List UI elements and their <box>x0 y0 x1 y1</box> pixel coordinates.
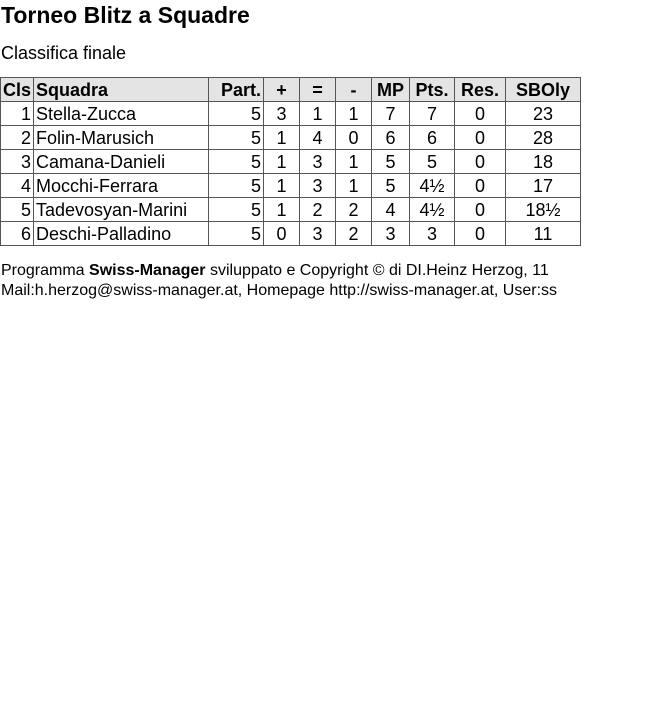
cell-sb: 17 <box>506 174 581 198</box>
cell-team: Tadevosyan-Marini <box>34 198 209 222</box>
header-draws: = <box>300 78 336 102</box>
footer-line-1 <box>1 261 652 281</box>
program-name: Swiss-Manager <box>89 262 206 279</box>
cell-losses: 1 <box>336 174 372 198</box>
table-row <box>1 174 581 198</box>
footer-prefix: Programma <box>1 262 90 279</box>
cell-res: 0 <box>455 174 506 198</box>
cell-team: Camana-Danieli <box>34 150 209 174</box>
cell-pts: 4½ <box>410 198 455 222</box>
cell-cls: 3 <box>1 150 34 174</box>
table-row <box>1 102 581 126</box>
footer <box>1 261 652 301</box>
cell-draws: 3 <box>300 150 336 174</box>
header-team: Squadra <box>34 78 209 102</box>
table-row <box>1 126 581 150</box>
page-title: Torneo Blitz a Squadre <box>1 2 250 28</box>
cell-draws: 1 <box>300 102 336 126</box>
cell-part: 5 <box>209 102 264 126</box>
cell-cls: 1 <box>1 102 34 126</box>
cell-wins: 1 <box>264 150 300 174</box>
header-cls: Cls <box>1 78 34 102</box>
cell-part: 5 <box>209 222 264 246</box>
cell-draws: 2 <box>300 198 336 222</box>
cell-wins: 0 <box>264 222 300 246</box>
header-res: Res. <box>455 78 506 102</box>
cell-res: 0 <box>455 222 506 246</box>
cell-draws: 3 <box>300 222 336 246</box>
cell-pts: 5 <box>410 150 455 174</box>
cell-cls: 6 <box>1 222 34 246</box>
cell-part: 5 <box>209 150 264 174</box>
cell-team: Deschi-Palladino <box>34 222 209 246</box>
cell-mp: 4 <box>372 198 410 222</box>
table-header-row <box>1 78 581 102</box>
cell-sb: 18 <box>506 150 581 174</box>
cell-mp: 3 <box>372 222 410 246</box>
cell-cls: 4 <box>1 174 34 198</box>
header-wins: + <box>264 78 300 102</box>
header-pts: Pts. <box>410 78 455 102</box>
standings-table <box>0 77 581 246</box>
cell-wins: 1 <box>264 126 300 150</box>
header-part: Part. <box>209 78 264 102</box>
cell-res: 0 <box>455 198 506 222</box>
cell-pts: 6 <box>410 126 455 150</box>
cell-part: 5 <box>209 174 264 198</box>
cell-sb: 23 <box>506 102 581 126</box>
cell-res: 0 <box>455 126 506 150</box>
table-row <box>1 150 581 174</box>
cell-mp: 5 <box>372 150 410 174</box>
cell-part: 5 <box>209 126 264 150</box>
cell-part: 5 <box>209 198 264 222</box>
cell-pts: 3 <box>410 222 455 246</box>
cell-cls: 2 <box>1 126 34 150</box>
cell-draws: 4 <box>300 126 336 150</box>
cell-losses: 1 <box>336 102 372 126</box>
header-sb: SBOly <box>506 78 581 102</box>
cell-wins: 3 <box>264 102 300 126</box>
cell-pts: 7 <box>410 102 455 126</box>
cell-wins: 1 <box>264 174 300 198</box>
cell-pts: 4½ <box>410 174 455 198</box>
cell-sb: 11 <box>506 222 581 246</box>
cell-losses: 2 <box>336 222 372 246</box>
cell-losses: 0 <box>336 126 372 150</box>
cell-sb: 18½ <box>506 198 581 222</box>
header-losses: - <box>336 78 372 102</box>
cell-team: Stella-Zucca <box>34 102 209 126</box>
cell-sb: 28 <box>506 126 581 150</box>
cell-team: Mocchi-Ferrara <box>34 174 209 198</box>
header-mp: MP <box>372 78 410 102</box>
cell-wins: 1 <box>264 198 300 222</box>
cell-losses: 2 <box>336 198 372 222</box>
table-row <box>1 198 581 222</box>
cell-mp: 7 <box>372 102 410 126</box>
cell-mp: 6 <box>372 126 410 150</box>
cell-res: 0 <box>455 150 506 174</box>
cell-res: 0 <box>455 102 506 126</box>
cell-team: Folin-Marusich <box>34 126 209 150</box>
cell-cls: 5 <box>1 198 34 222</box>
page-subtitle: Classifica finale <box>1 43 127 63</box>
footer-line-2: Mail:h.herzog@swiss-manager.at, Homepage http://swiss-manager.at, User:ss <box>1 282 558 299</box>
cell-mp: 5 <box>372 174 410 198</box>
footer-copyright: sviluppato e Copyright © di DI.Heinz Herzog, 11 <box>205 262 549 279</box>
table-row <box>1 222 581 246</box>
cell-draws: 3 <box>300 174 336 198</box>
cell-losses: 1 <box>336 150 372 174</box>
